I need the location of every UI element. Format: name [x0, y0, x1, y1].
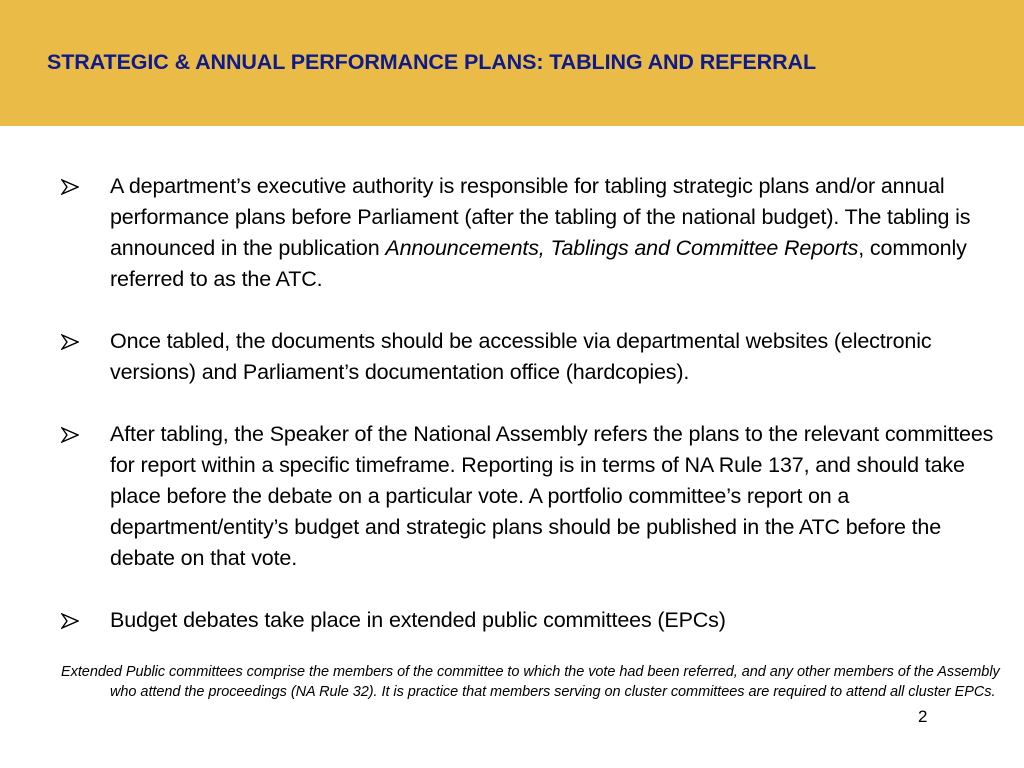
bullet-item	[61, 419, 1011, 574]
bullet-text: Once tabled, the documents should be accessible via departmental websites (electronic versions) and Parliament’s documentation office (hardcopies).	[110, 329, 932, 384]
bullet-text: Budget debates take place in extended public committees (EPCs)	[110, 608, 726, 632]
bullet-text-end: , commonly referred to as the ATC.	[110, 236, 967, 291]
bullet-item	[61, 326, 1011, 388]
page-number: 2	[918, 707, 928, 726]
arrowhead-bullet-icon	[61, 419, 81, 443]
bullet-text: After tabling, the Speaker of the National Assembly refers the plans to the relevant committees for report within a specific timeframe. Reporting is in terms of NA Rule 137, and should take place before the debate on a particular vote. A portfolio committee’s report on a department/entity’s budget and strategic plans should be published in the ATC before the debate on that vote.	[110, 422, 994, 570]
arrowhead-bullet-icon	[61, 605, 81, 629]
arrowhead-bullet-icon	[61, 171, 81, 195]
bullet-italic-text: Announcements, Tablings and Committee Reports	[385, 236, 859, 260]
footnote: Extended Public committees comprise the members of the committee to which the vote had been referred, and any other members of the Assembly who attend the proceedings (NA Rule 32). It is practice that members serving on cluster committees are required to attend all cluster EPCs.	[61, 664, 1000, 700]
arrowhead-bullet-icon	[61, 326, 81, 350]
bullet-item	[61, 605, 1011, 636]
slide-title: STRATEGIC & ANNUAL PERFORMANCE PLANS: TABLING AND REFERRAL	[47, 50, 816, 74]
bullet-list	[61, 171, 1011, 667]
bullet-item	[61, 171, 1011, 295]
bullet-text: A department’s executive authority is responsible for tabling strategic plans and/or annual performance plans before Parliament (after the tabling of the national budget). The tabling is announced in the publication	[110, 174, 971, 260]
